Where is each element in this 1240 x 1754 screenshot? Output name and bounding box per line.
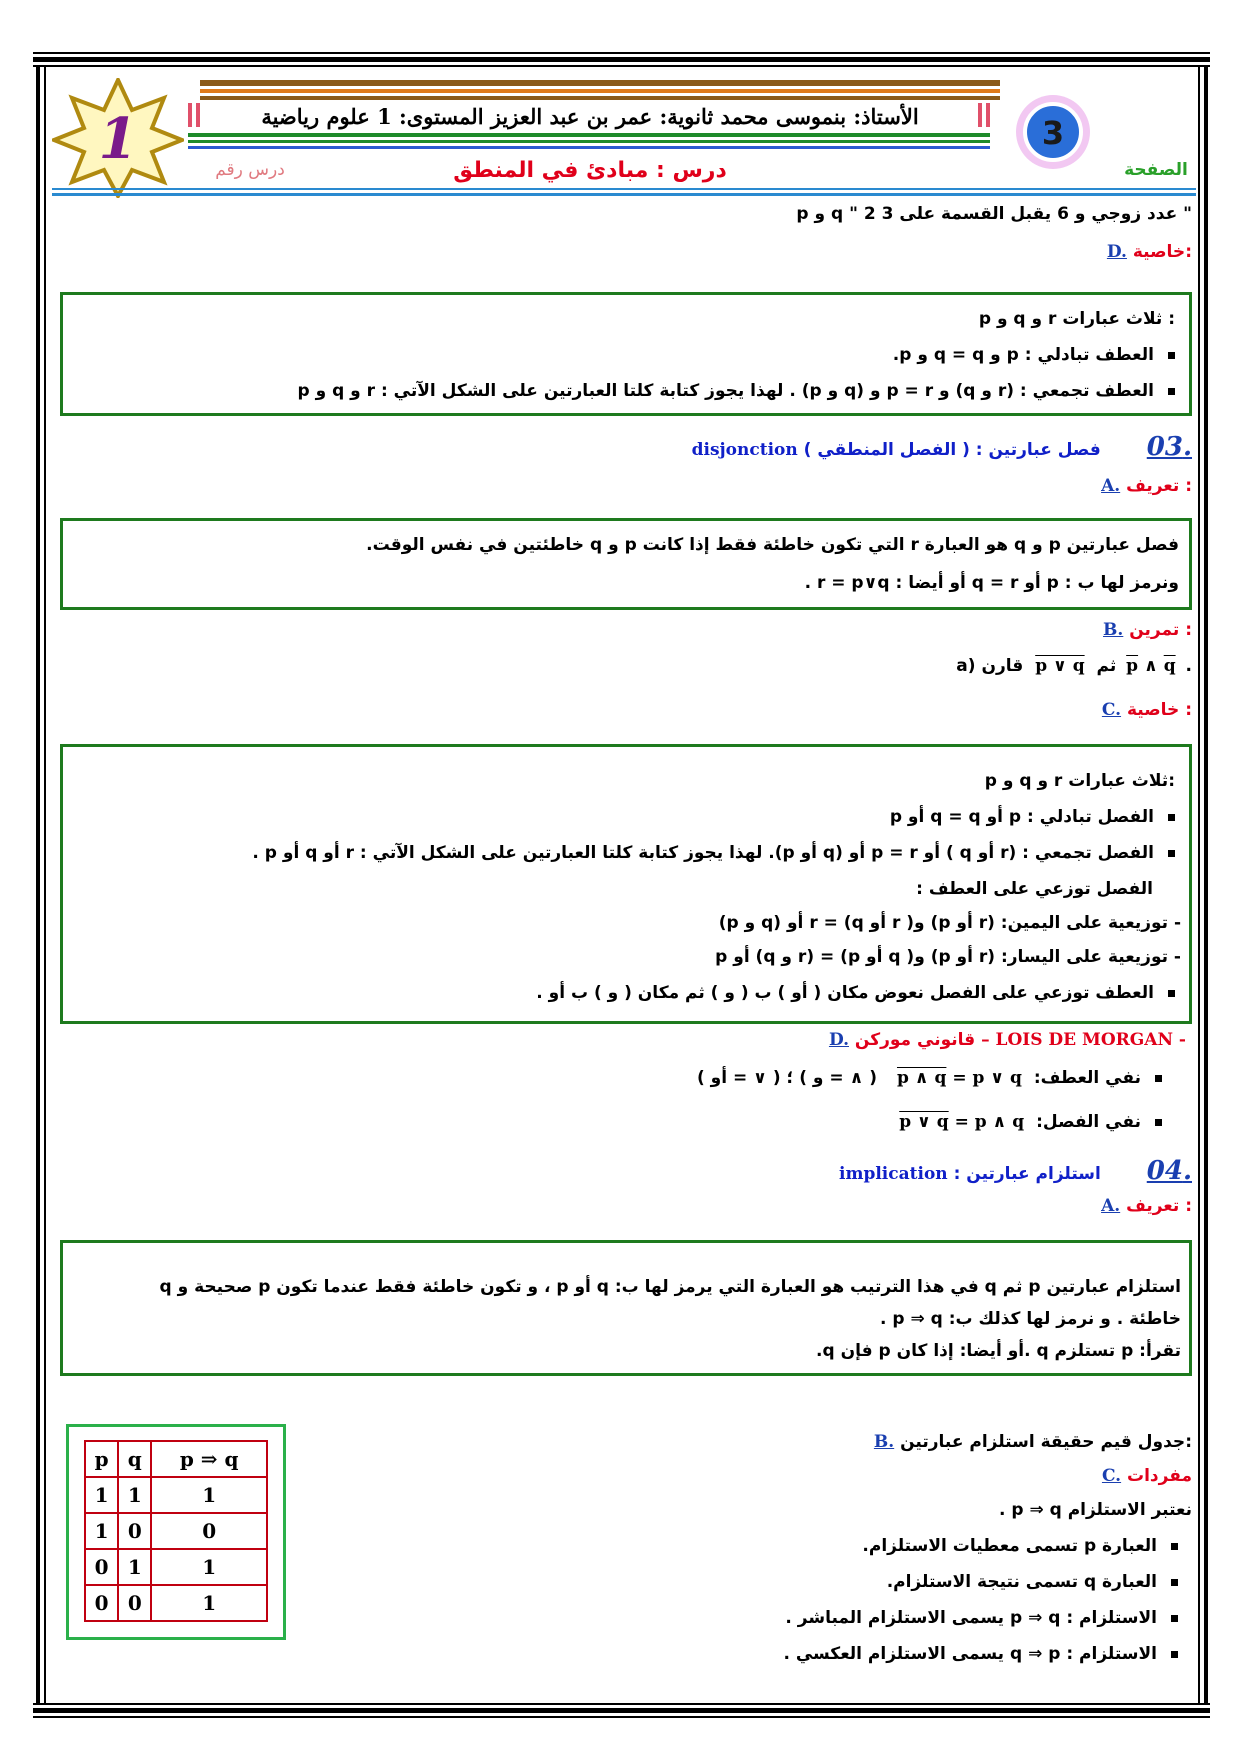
box3-line2: الفصل تبادلي : p أو q = q أو p xyxy=(890,807,1175,827)
vocab-line-4: الاستلزام : q ⇒ p يسمى الاستلزام العكسي . xyxy=(783,1644,1178,1664)
definition-heading-a4: A. تعريف : xyxy=(1101,1196,1192,1216)
star-number: 1 xyxy=(98,106,138,172)
cell: 1 xyxy=(85,1477,118,1513)
box3-line6: - توزيعية على اليسار: (r أو p) و( q أو p) = (r و q) أو p xyxy=(715,947,1181,967)
vocab-line-1: العبارة p تسمى معطيات الاستلزام. xyxy=(862,1536,1178,1556)
header-teacher-line: الأستاذ: بنموسى محمد ثانوية: عمر بن عبد العزيز المستوى: 1 علوم رياضية xyxy=(261,104,919,129)
definition-box-disjunction xyxy=(60,518,1192,610)
section-03-number: .03 xyxy=(1146,432,1192,462)
frame-right xyxy=(1204,67,1208,1703)
letter-d1: D. xyxy=(1106,242,1127,262)
top-line: p و q " 2 عدد زوجي و 6 يقبل القسمة على 3 " xyxy=(796,204,1192,224)
vocab-line-0: نعتبر الاستلزام p ⇒ q . xyxy=(998,1500,1192,1520)
section-04-latin: implication xyxy=(839,1164,948,1184)
page-label: الصفحة xyxy=(1124,160,1188,180)
cell: 1 xyxy=(151,1477,267,1513)
box1-line2: العطف تبادلي : p و q = q و p. xyxy=(893,345,1175,365)
box2-line2: ونرمز لها ب : p أو q = r أو أيضا : r = p∨q . xyxy=(804,573,1179,593)
exercise-line: a) قارن p ∨ q ثم p ∧ q . xyxy=(956,656,1192,676)
property-box-conjunction xyxy=(60,292,1192,416)
truth-table-row xyxy=(85,1549,267,1585)
frame-left xyxy=(36,67,40,1703)
cell: 0 xyxy=(85,1585,118,1621)
cell: 0 xyxy=(85,1549,118,1585)
truth-table-header-impl: p ⇒ q xyxy=(151,1441,267,1477)
property-box-disjunction xyxy=(60,744,1192,1024)
box1-line1: p و q و r ثلاث عبارات : xyxy=(978,309,1175,329)
frame-left-thin xyxy=(44,67,46,1703)
vocabulary-heading-c4: C. مفردات xyxy=(1101,1466,1192,1486)
truth-table xyxy=(84,1440,268,1622)
box4-line2: خاطئة . و نرمز لها كذلك ب: p ⇒ q . xyxy=(879,1309,1181,1329)
property-heading-d1: D. خاصية: xyxy=(1106,242,1192,262)
exercise-heading-b3: B. تمرين : xyxy=(1103,620,1192,640)
vocab-line-2: العبارة q تسمى نتيجة الاستلزام. xyxy=(887,1572,1178,1592)
cell: 1 xyxy=(151,1585,267,1621)
property-heading-c3: C. خاصية : xyxy=(1101,700,1192,720)
box4-line3: تقرأ: p تستلزم q .أو أيضا: إذا كان p فإن q. xyxy=(816,1341,1181,1361)
truth-table-header-row xyxy=(85,1441,267,1477)
lesson-title: درس : مبادئ في المنطق xyxy=(453,158,727,183)
definition-box-implication xyxy=(60,1240,1192,1376)
morgan-line2: نفي الفصل: p ∨ q = p ∧ q xyxy=(893,1112,1162,1132)
box3-line1: p و q و r ثلاث عبارات: xyxy=(984,771,1175,791)
section-03-heading: .03 فصل عبارتين : ( الفصل المنطقي ) disjonction xyxy=(691,432,1192,462)
lesson-number-label: درس رقم xyxy=(215,160,285,180)
morgan-line1: نفي العطف: p ∧ q = p ∨ q ( ∧ = و ) ؛ ( ∨ = أو ) xyxy=(697,1068,1162,1088)
box3-line4: الفصل توزعي على العطف : xyxy=(916,879,1153,899)
truth-table-row xyxy=(85,1477,267,1513)
cell: 1 xyxy=(151,1549,267,1585)
cell: 0 xyxy=(118,1585,151,1621)
circle-number: 3 xyxy=(1041,114,1065,152)
section-04-number: .04 xyxy=(1146,1156,1192,1186)
truth-table-header-p: p xyxy=(85,1441,118,1477)
frame-right-thin xyxy=(1198,67,1200,1703)
truth-table-row xyxy=(85,1513,267,1549)
box4-line1: استلزام عبارتين p ثم q في هذا الترتيب هو العبارة التي يرمز لها ب: q أو p ، و تكون خاطئة فقط عندما تكون p صحيحة و q xyxy=(159,1277,1181,1297)
box1-line3: العطف تجمعي : (r و q) و p = r و (q و p) . لهذا يجوز كتابة كلتا العبارتين على الشكل الآتي : r و q و p xyxy=(298,381,1176,401)
box2-line1: فصل عبارتين p و q هو العبارة r التي تكون خاطئة فقط إذا كانت p و q خاطئتين في نفس الوقت. xyxy=(366,535,1179,555)
box3-line5: - توزيعية على اليمين: (r أو p) و( r أو q) = r أو (q و p) xyxy=(718,913,1181,933)
box3-line7: العطف توزعي على الفصل نعوض مكان ( أو ) ب ( و ) ثم مكان ( و ) ب أو . xyxy=(536,983,1175,1003)
section-03-latin: disjonction xyxy=(691,440,798,460)
cell: 1 xyxy=(118,1549,151,1585)
truth-table-heading-b4: B. جدول قيم حقيقة استلزام عبارتين: xyxy=(873,1432,1192,1452)
cell: 1 xyxy=(118,1477,151,1513)
cell: 0 xyxy=(118,1513,151,1549)
box3-line3: الفصل تجمعي : (r أو q ) أو p = r أو (q أو p). لهذا يجوز كتابة كلتا العبارتين على الشكل الآتي : r أو q أو p . xyxy=(252,843,1175,863)
definition-heading-a3: A. تعريف : xyxy=(1101,476,1192,496)
truth-table-header-q: q xyxy=(118,1441,151,1477)
cell: 0 xyxy=(151,1513,267,1549)
cell: 1 xyxy=(85,1513,118,1549)
vocab-line-3: الاستلزام : p ⇒ q يسمى الاستلزام المباشر . xyxy=(785,1608,1178,1628)
truth-table-row xyxy=(85,1585,267,1621)
morgan-heading: D. قانوني موركن – LOIS DE MORGAN - xyxy=(828,1030,1186,1050)
section-04-heading: .04 استلزام عبارتين : implication xyxy=(839,1156,1192,1186)
